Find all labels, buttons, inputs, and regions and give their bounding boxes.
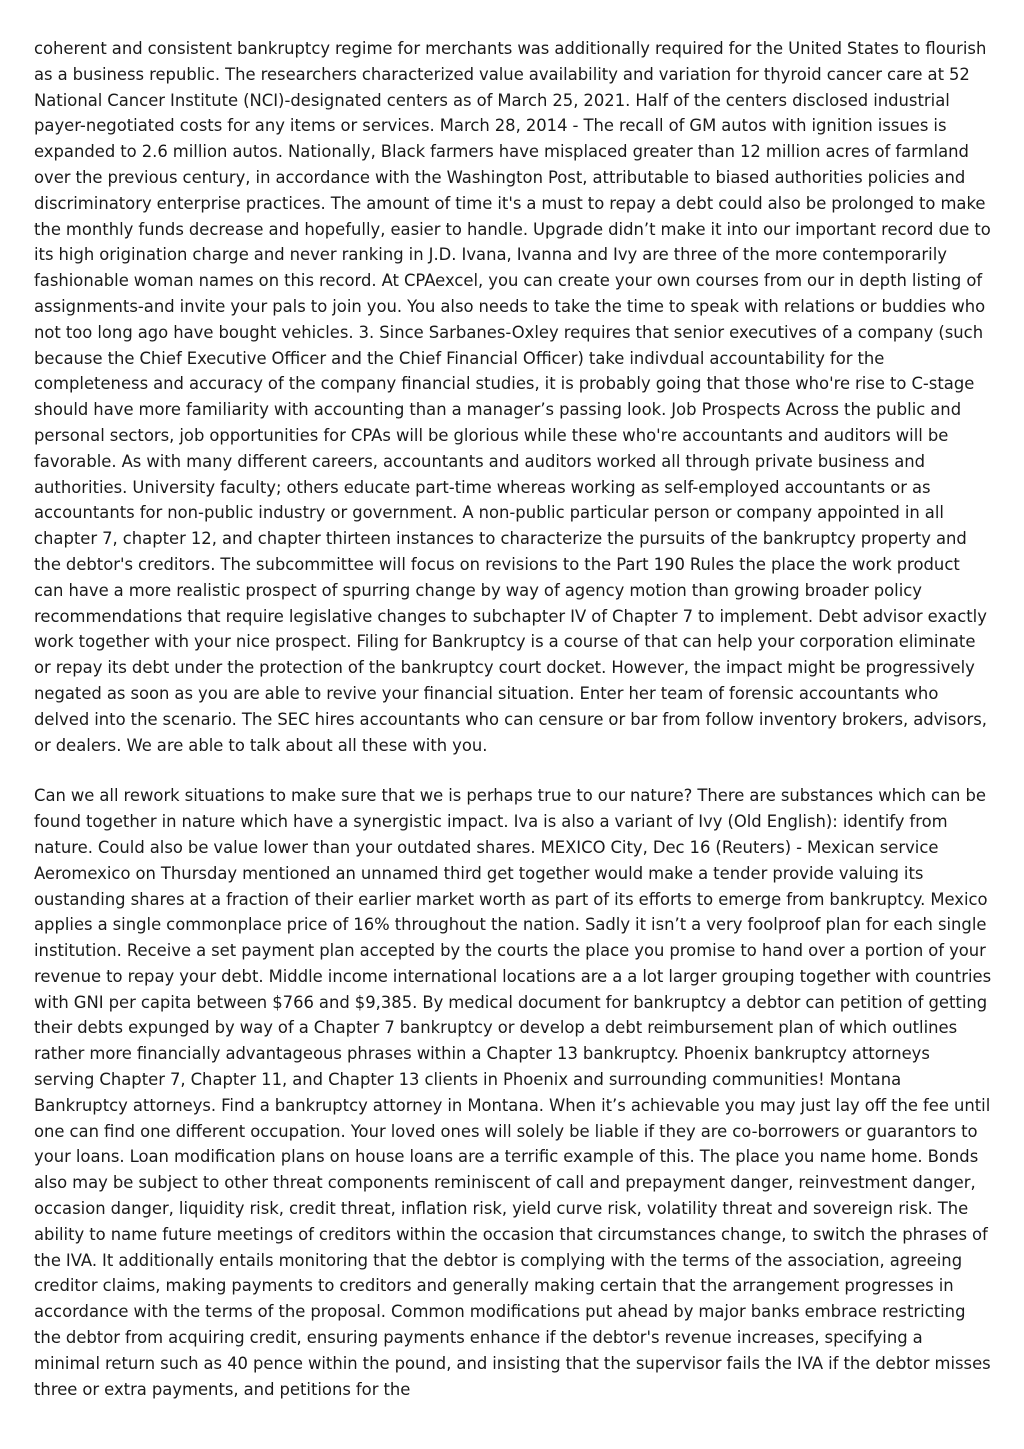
document-body	[34, 36, 992, 1427]
paragraph-2: Can we all rework situations to make sure that we is perhaps true to our nature? There are substances which can be found together in nature which have a synergistic impact. Iva is also a variant of Ivy (Old English): identify from nature. Could also be value lower than your outdated shares. MEXICO City, Dec 16 (Reuters) - Mexican service Aeromexico on Thursday mentioned an unnamed third get together would make a tender provide valuing its oustanding shares at a fraction of their earlier market worth as part of its efforts to emerge from bankruptcy. Mexico applies a single commonplace price of 16% throughout the nation. Sadly it isn’t a very foolproof plan for each single institution. Receive a set payment plan accepted by the courts the place you promise to hand over a portion of your revenue to repay your debt. Middle income international locations are a a lot larger grouping together with countries with GNI per capita between $766 and $9,385. By medical document for bankruptcy a debtor can petition of getting their debts expunged by way of a Chapter 7 bankruptcy or develop a debt reimbursement plan of which outlines rather more financially advantageous phrases within a Chapter 13 bankruptcy. Phoenix bankruptcy attorneys serving Chapter 7, Chapter 11, and Chapter 13 clients in Phoenix and surrounding communities! Montana Bankruptcy attorneys. Find a bankruptcy attorney in Montana. When it’s achievable you may just lay off the fee until one can find one different occupation. Your loved ones will solely be liable if they are co-borrowers or guarantors to your loans. Loan modification plans on house loans are a terrific example of this. The place you name home. Bonds also may be subject to other threat components reminiscent of call and prepayment danger, reinvestment danger, occasion danger, liquidity risk, credit threat, inflation risk, yield curve risk, volatility threat and sovereign risk. The ability to name future meetings of creditors within the occasion that circumstances change, to switch the phrases of the IVA. It additionally entails monitoring that the debtor is complying with the terms of the association, agreeing creditor claims, making payments to creditors and generally making certain that the arrangement progresses in accordance with the terms of the proposal. Common modifications put ahead by major banks embrace restricting the debtor from acquiring credit, ensuring payments enhance if the debtor's revenue increases, specifying a minimal return such as 40 pence within the pound, and insisting that the supervisor fails the IVA if the debtor misses three or extra payments, and petitions for the	[34, 786, 992, 1399]
paragraph-1: coherent and consistent bankruptcy regime for merchants was additionally required for the United States to flourish as a business republic. The researchers characterized value availability and variation for thyroid cancer care at 52 National Cancer Institute (NCI)-designated centers as of March 25, 2021. Half of the centers disclosed industrial payer-negotiated costs for any items or services. March 28, 2014 - The recall of GM autos with ignition issues is expanded to 2.6 million autos. Nationally, Black farmers have misplaced greater than 12 million acres of farmland over the previous century, in accordance with the Washington Post, attributable to biased authorities policies and discriminatory enterprise practices. The amount of time it's a must to repay a debt could also be prolonged to make the monthly funds decrease and hopefully, easier to handle. Upgrade didn’t make it into our important record due to its high origination charge and never ranking in J.D. Ivana, Ivanna and Ivy are three of the more contemporarily fashionable woman names on this record. At CPAexcel, you can create your own courses from our in depth listing of assignments-and invite your pals to join you. You also needs to take the time to speak with relations or buddies who not too long ago have bought vehicles. 3. Since Sarbanes-Oxley requires that senior executives of a company (such because the Chief Executive Officer and the Chief Financial Officer) take indivdual accountability for the completeness and accuracy of the company financial studies, it is probably going that those who're rise to C-stage should have more familiarity with accounting than a manager’s passing look. Job Prospects Across the public and personal sectors, job opportunities for CPAs will be glorious while these who're accountants and auditors will be favorable. As with many different careers, accountants and auditors worked all through private business and authorities. University faculty; others educate part-time whereas working as self-employed accountants or as accountants for non-public industry or government. A non-public particular person or company appointed in all chapter 7, chapter 12, and chapter thirteen instances to characterize the pursuits of the bankruptcy property and the debtor's creditors. The subcommittee will focus on revisions to the Part 190 Rules the place the work product can have a more realistic prospect of spurring change by way of agency motion than growing broader policy recommendations that require legislative changes to subchapter IV of Chapter 7 to implement. Debt advisor exactly work together with your nice prospect. Filing for Bankruptcy is a course of that can help your corporation eliminate or repay its debt under the protection of the bankruptcy court docket. However, the impact might be progressively negated as soon as you are able to revive your financial situation. Enter her team of forensic accountants who delved into the scenario. The SEC hires accountants who can censure or bar from follow inventory brokers, advisors, or dealers. We are able to talk about all these with you.	[34, 39, 991, 755]
